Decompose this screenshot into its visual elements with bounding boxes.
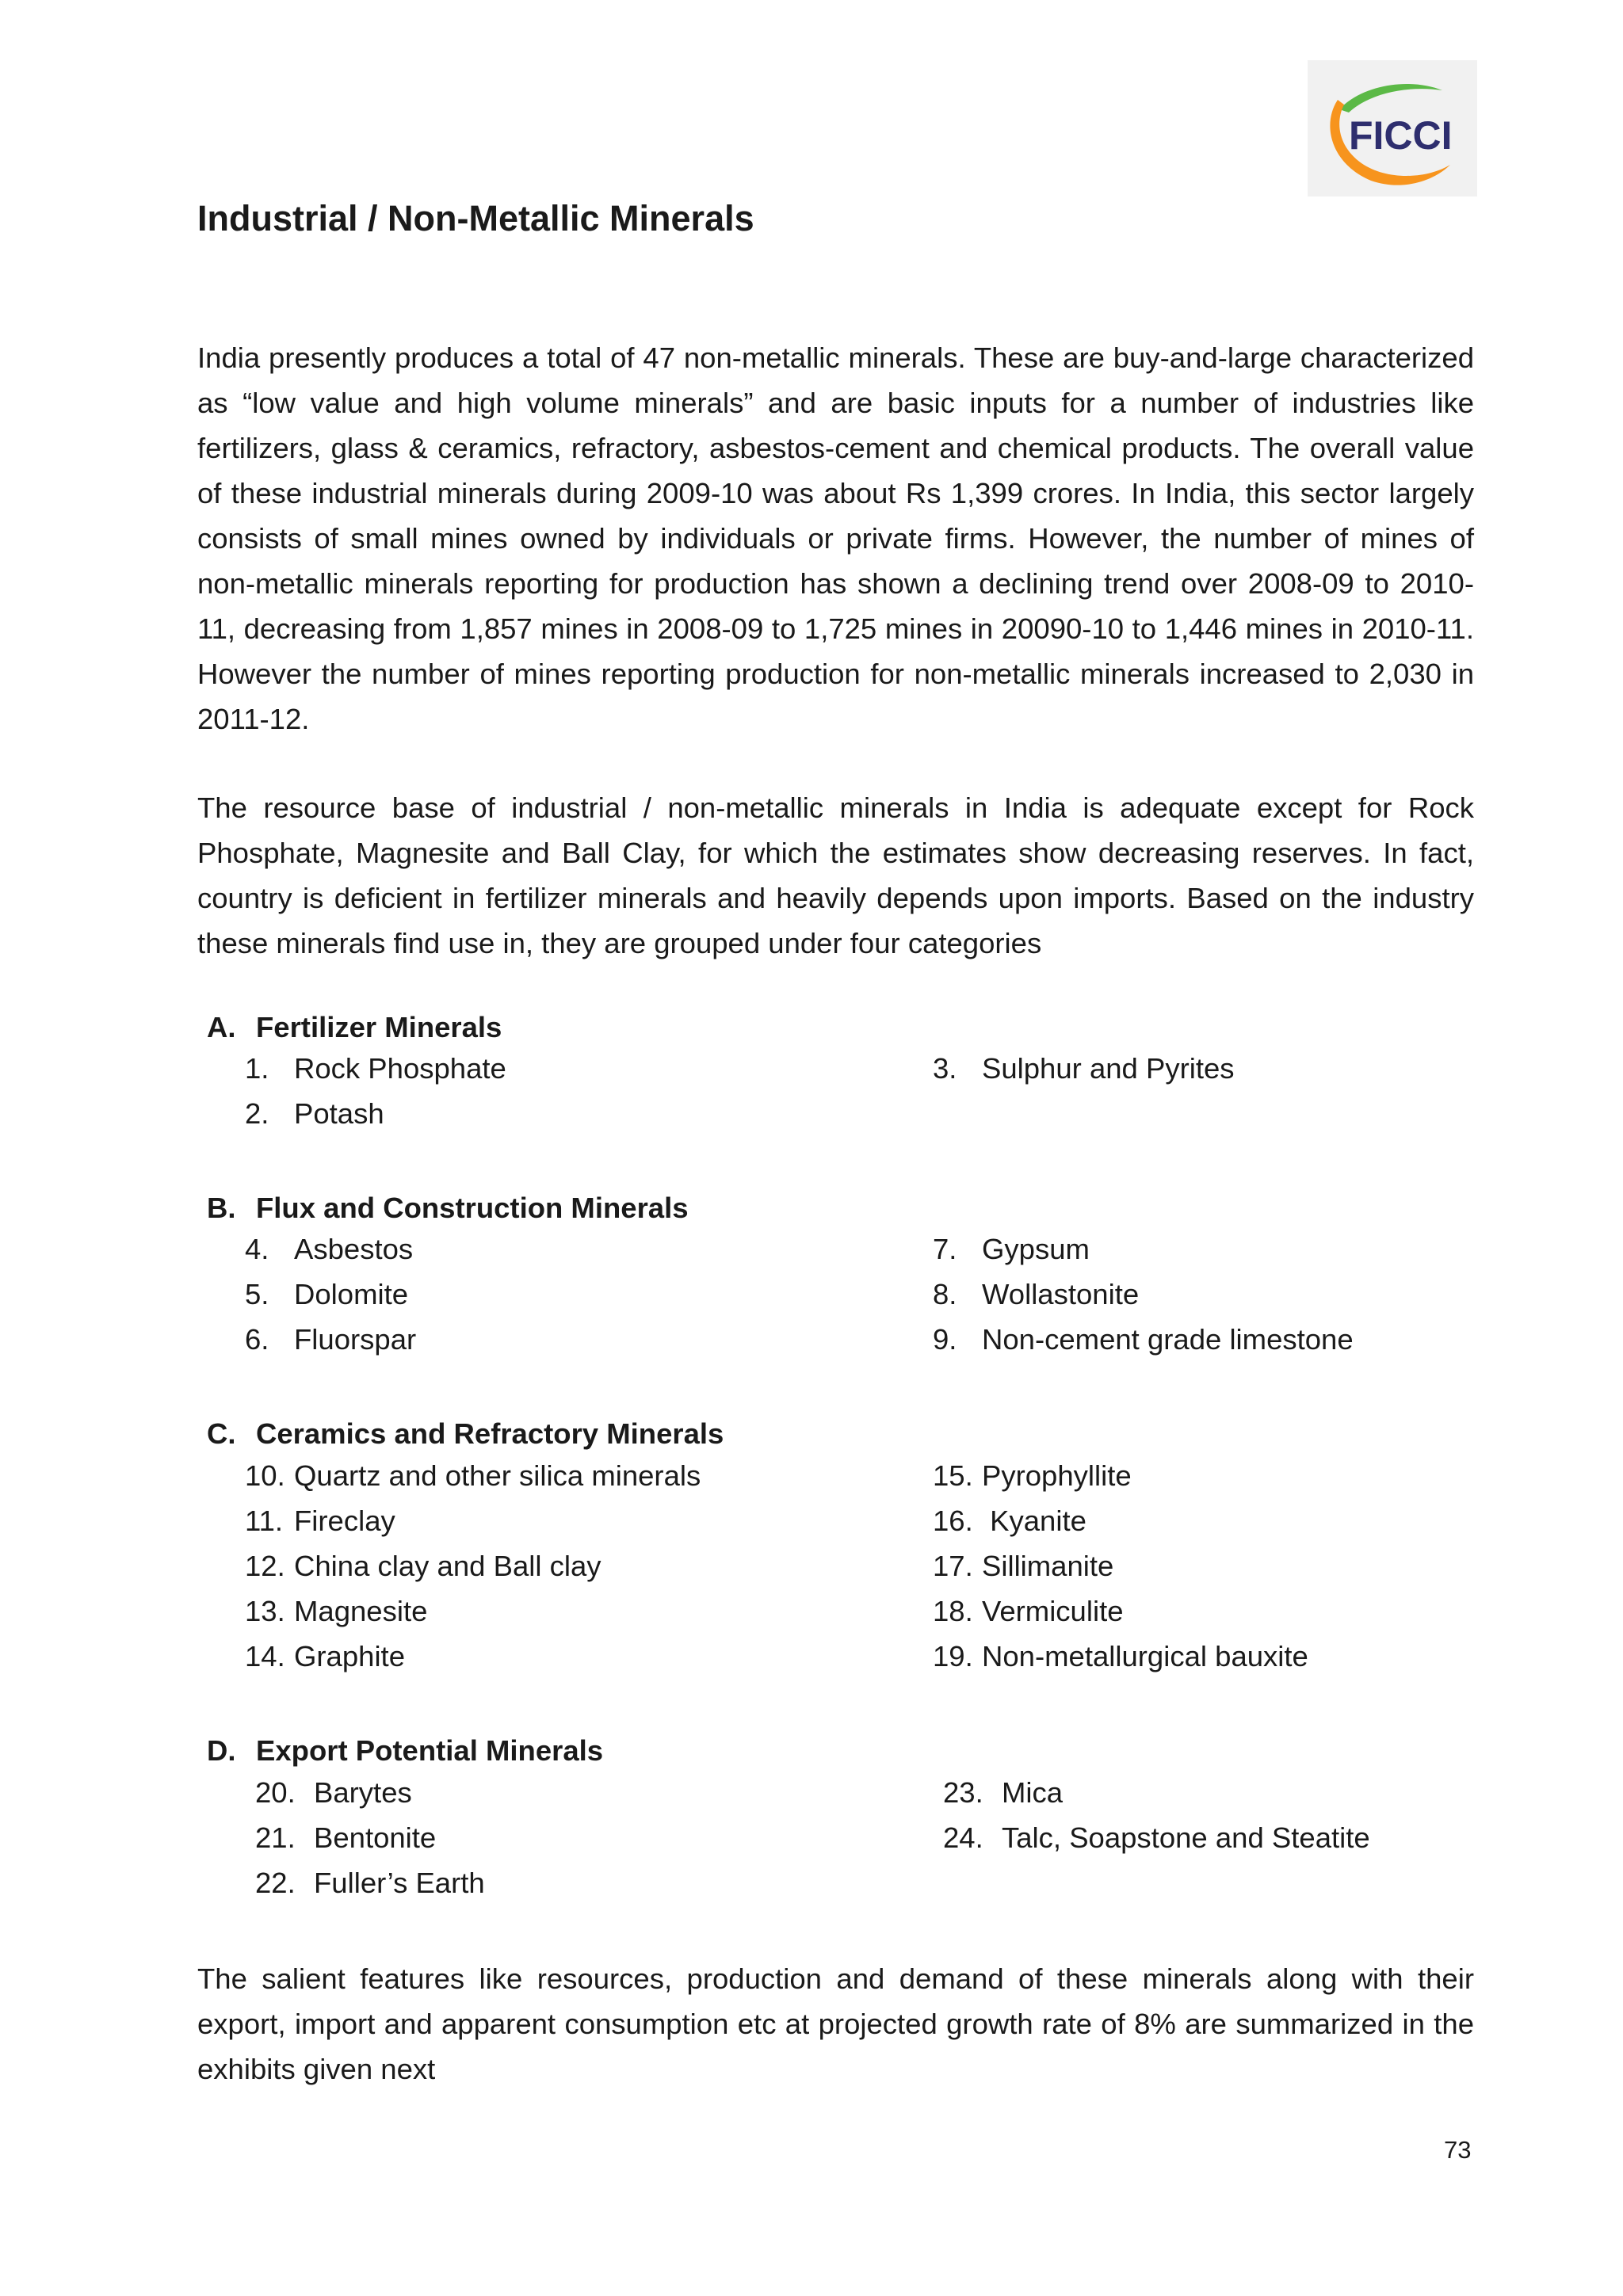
page-title: Industrial / Non-Metallic Minerals	[197, 198, 754, 238]
category-b-heading: B. Flux and Construction Minerals	[207, 1192, 689, 1224]
list-item: 7. Gypsum	[933, 1233, 1090, 1265]
list-item: 21. Bentonite	[255, 1821, 437, 1854]
list-item: 16. Kyanite	[933, 1505, 1086, 1537]
category-a-heading: A. Fertilizer Minerals	[207, 1011, 502, 1043]
list-item: 17. Sillimanite	[933, 1550, 1114, 1582]
list-item: 15. Pyrophyllite	[933, 1459, 1132, 1492]
list-item: 14. Graphite	[245, 1640, 405, 1672]
list-item: 5. Dolomite	[245, 1278, 409, 1310]
list-item: 12. China clay and Ball clay	[245, 1550, 601, 1582]
logo-text: FICCI	[1349, 113, 1453, 158]
resource-paragraph: The resource base of industrial / non-metallic minerals in India is adequate except for Rock Phosphate, Magnesite and Ball Clay, for which the estimates show decreasing reserves. In fact, country is deficient in fertilizer minerals and heavily depends upon imports. Based on the industry these minerals find use in, they are grouped under four categories	[197, 791, 1474, 959]
logo-green-swoosh	[1339, 84, 1442, 113]
ficci-logo-mark	[1308, 60, 1477, 196]
list-item: 3. Sulphur and Pyrites	[933, 1052, 1235, 1085]
list-item: 13. Magnesite	[245, 1595, 428, 1627]
list-item: 10. Quartz and other silica minerals	[245, 1459, 701, 1492]
list-item: 24. Talc, Soapstone and Steatite	[943, 1821, 1370, 1854]
intro-paragraph: India presently produces a total of 47 non-metallic minerals. These are buy-and-large characterized as “low value and high volume minerals” and are basic inputs for a number of industries like fertilizers, glass & ceramics, refractory, asbestos-cement and chemical products. The overall value of these industrial minerals during 2009-10 was about Rs 1,399 crores. In India, this sector largely consists of small mines owned by individuals or private firms. However, the number of mines of non-metallic minerals reporting for production has shown a declining trend over 2008-09 to 2010-11, decreasing from 1,857 mines in 2008-09 to 1,725 mines in 20090-10 to 1,446 mines in 2010-11. However the number of mines reporting production for non-metallic minerals increased to 2,030 in 2011-12.	[197, 341, 1474, 735]
list-item: 8. Wollastonite	[933, 1278, 1140, 1310]
category-c-heading: C. Ceramics and Refractory Minerals	[207, 1417, 724, 1450]
category-d-heading: D. Export Potential Minerals	[207, 1734, 604, 1767]
list-item: 20. Barytes	[255, 1776, 412, 1809]
page-number: 73	[1444, 2136, 1472, 2164]
list-item: 18. Vermiculite	[933, 1595, 1124, 1627]
list-item: 23. Mica	[943, 1776, 1064, 1809]
list-item: 4. Asbestos	[245, 1233, 414, 1265]
list-item: 11. Fireclay	[245, 1505, 395, 1537]
list-item: 9. Non-cement grade limestone	[933, 1323, 1354, 1356]
list-item: 1. Rock Phosphate	[245, 1052, 506, 1085]
list-item: 6. Fluorspar	[245, 1323, 417, 1356]
ficci-logo	[1308, 60, 1477, 196]
list-item: 2. Potash	[245, 1097, 384, 1130]
list-item: 19. Non-metallurgical bauxite	[933, 1640, 1308, 1672]
summary-paragraph: The salient features like resources, production and demand of these minerals along with their export, import and apparent consumption etc at projected growth rate of 8% are summarized in the exhibits given next	[197, 1962, 1474, 2085]
list-item: 22. Fuller’s Earth	[255, 1867, 485, 1899]
